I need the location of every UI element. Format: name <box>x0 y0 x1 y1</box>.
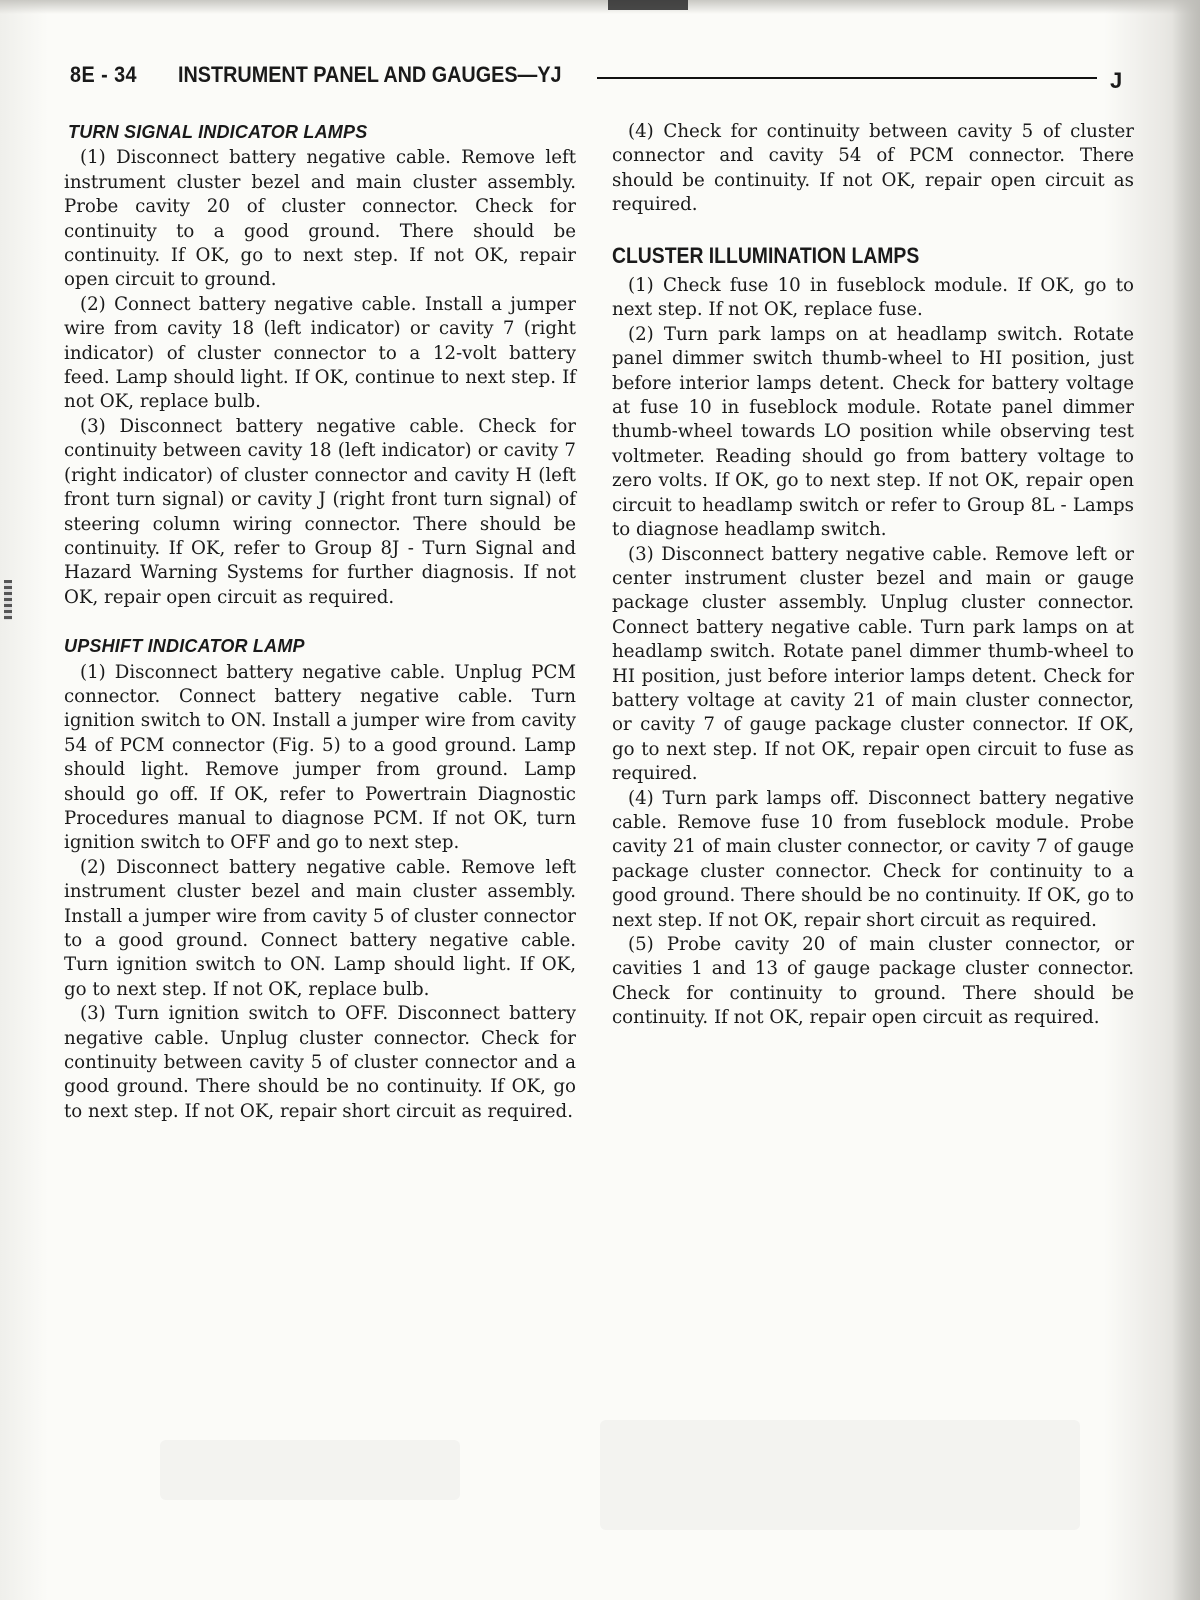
paragraph: (3) Turn ignition switch to OFF. Disconnect battery negative cable. Unplug cluster connector. Check for continuity between cavity 5 of cluster connector and a good ground. There should be no continuity. If OK, go to next step. If not OK, repair short circuit as required. <box>64 1003 576 1122</box>
left-column <box>64 120 576 1124</box>
paragraph: (5) Probe cavity 20 of main cluster connector, or cavities 1 and 13 of gauge package cluster connector. Check for continuity to ground. There should be continuity. If not OK, repair open circuit as required. <box>612 934 1134 1029</box>
paragraph: (1) Disconnect battery negative cable. Remove left instrument cluster bezel and main cluster assembly. Probe cavity 20 of cluster connector. Check for continuity to a good ground. There should be continuity. If OK, go to next step. If not OK, repair open circuit to ground. <box>64 147 576 291</box>
section-gap <box>64 610 576 634</box>
paragraph: (3) Disconnect battery negative cable. Check for continuity between cavity 18 (left indicator) or cavity 7 (right indicator) of cluster connector and cavity H (left front turn signal) or cavity J (right front turn signal) of steering column wiring connector. There should be continuity. If OK, refer to Group 8J - Turn Signal and Hazard Warning Systems for further diagnosis. If not OK, repair open circuit as required. <box>64 415 576 608</box>
paragraph: (3) Disconnect battery negative cable. Remove left or center instrument cluster bezel and main or gauge package cluster assembly. Unplug cluster connector. Connect battery negative cable. Turn park lamps on at headlamp switch. Rotate panel dimmer thumb-wheel to HI position, just before interior lamps detent. Check for battery voltage at cavity 21 of main cluster connector, or cavity 7 of gauge package cluster connector. If OK, go to next step. If not OK, repair open circuit to fuse as required. <box>612 543 1134 785</box>
page-number: 8E - 34 <box>70 62 137 87</box>
section-title-upshift: UPSHIFT INDICATOR LAMP <box>64 636 305 657</box>
header-letter: J <box>1110 68 1123 93</box>
page-tab-mark <box>608 0 688 10</box>
page-header <box>70 60 1130 96</box>
section-title-turn-signal: TURN SIGNAL INDICATOR LAMPS <box>68 122 368 142</box>
paragraph: (4) Turn park lamps off. Disconnect battery negative cable. Remove fuse 10 from fuseblock module. Probe cavity 21 of main cluster connector, or cavity 7 of gauge package cluster connector. Check for continuity to a good ground. There should be no continuity. If OK, go to next step. If not OK, repair short circuit as required. <box>612 787 1134 931</box>
header-rule <box>597 77 1097 79</box>
paragraph: (1) Check fuse 10 in fuseblock module. If OK, go to next step. If not OK, replace fuse. <box>612 275 1134 321</box>
margin-mark <box>4 580 12 620</box>
right-column <box>612 120 1134 1031</box>
page-top-shadow <box>0 0 1200 14</box>
page-binding-shadow <box>1172 0 1200 1600</box>
paragraph: (2) Turn park lamps on at headlamp switch. Rotate panel dimmer switch thumb-wheel to HI position, just before interior lamps detent. Check for battery voltage at fuse 10 in fuseblock module. Rotate panel dimmer thumb-wheel towards LO position while observing test voltmeter. Reading should go from battery voltage to zero volts. If OK, go to next step. If not OK, repair open circuit to headlamp switch or refer to Group 8L - Lamps to diagnose headlamp switch. <box>612 323 1134 541</box>
paragraph: (2) Connect battery negative cable. Install a jumper wire from cavity 18 (left indicator) or cavity 7 (right indicator) of cluster connector to a 12-volt battery feed. Lamp should light. If OK, continue to next step. If not OK, replace bulb. <box>64 293 576 413</box>
section-gap <box>612 218 1134 244</box>
paragraph: (4) Check for continuity between cavity 5 of cluster connector and cavity 54 of PCM connector. There should be continuity. If not OK, repair open circuit as required. <box>612 121 1134 216</box>
paragraph: (2) Disconnect battery negative cable. Remove left instrument cluster bezel and main cluster assembly. Install a jumper wire from cavity 5 of cluster connector to a good ground. Connect battery negative cable. Turn ignition switch to ON. Lamp should light. If OK, go to next step. If not OK, replace bulb. <box>64 856 576 1000</box>
scan-smudge <box>600 1420 1080 1530</box>
paragraph: (1) Disconnect battery negative cable. Unplug PCM connector. Connect battery negative cable. Turn ignition switch to ON. Install a jumper wire from cavity 54 of PCM connector (Fig. 5) to a good ground. Lamp should light. Remove jumper from ground. Lamp should go off. If OK, refer to Powertrain Diagnostic Procedures manual to diagnose PCM. If not OK, turn ignition switch to OFF and go to next step. <box>64 661 576 854</box>
page-title: INSTRUMENT PANEL AND GAUGES—YJ <box>178 62 562 87</box>
section-title-cluster-illumination: CLUSTER ILLUMINATION LAMPS <box>612 242 920 268</box>
scan-smudge <box>160 1440 460 1500</box>
